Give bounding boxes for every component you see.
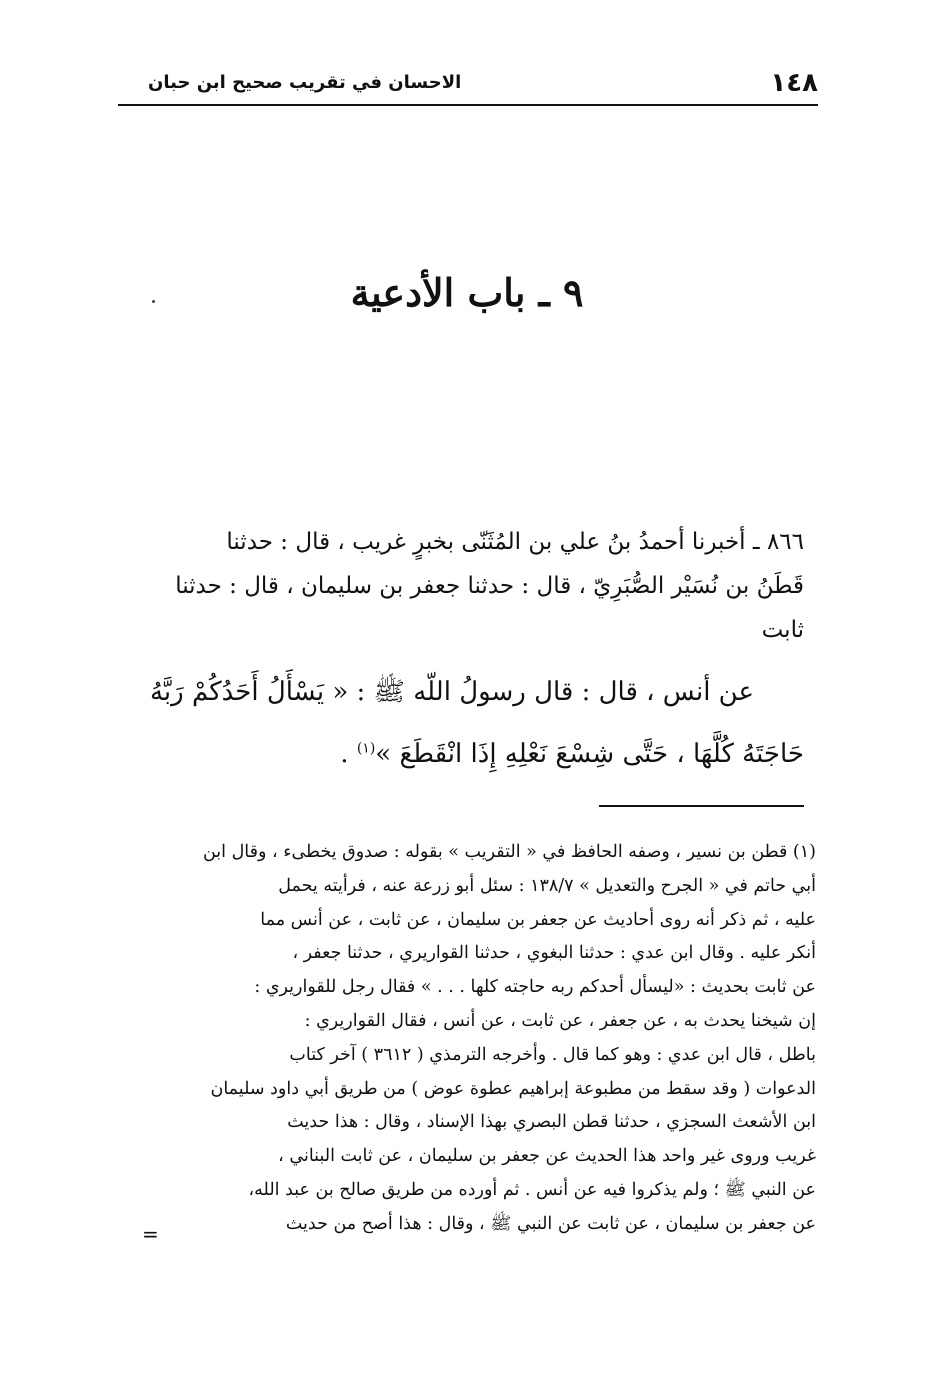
page-number: ١٤٨	[770, 68, 818, 98]
footnote-line: (١) قطن بن نسير ، وصفه الحافظ في « التقريب » بقوله : صدوق يخطىء ، وقال ابن	[202, 842, 816, 862]
isnad-line: ثابت	[761, 617, 804, 643]
footnotes	[126, 836, 816, 1242]
footnote-line: أبي حاتم في « الجرح والتعديل » ١٣٨/٧ : سئل أبو زرعة عنه ، فرأيته يحمل	[278, 875, 816, 896]
footnote-line: عن النبي ﷺ ؛ ولم يذكروا فيه عن أنس . ثم أورده من طريق صالح بن عبد الله،	[248, 1179, 816, 1200]
isnad-line: ٨٦٦ ـ أخبرنا أحمدُ بنُ علي بن المُثَنّى بخبرٍ غريب ، قال : حدثنا	[226, 529, 804, 555]
continuation-mark: =	[142, 1222, 159, 1246]
end-punctuation: .	[340, 738, 357, 769]
footnote-line: أنكر عليه . وقال ابن عدي : حدثنا البغوي ، حدثنا القواريري ، حدثنا جعفر ،	[292, 943, 816, 964]
footnote-reference[interactable]: (١)	[356, 740, 376, 756]
matn-line: عن أنس ، قال : قال رسولُ اللّه ﷺ : « يَسْأَلُ أَحَدُكُمْ رَبَّهُ	[149, 677, 754, 707]
hadith-matn	[124, 664, 804, 782]
footnote-line: باطل ، قال ابن عدي : وهو كما قال . وأخرجه الترمذي ( ٣٦١٢ ) آخر كتاب	[289, 1044, 816, 1065]
footnote-line: عليه ، ثم ذكر أنه روى أحاديث عن جعفر بن سليمان ، عن ثابت ، عن أنس مما	[260, 909, 816, 930]
footnote-line: عن ثابت بحديث : «ليسأل أحدكم ربه حاجته كلها . . . » فقال رجل للقواريري :	[254, 977, 816, 998]
matn-line	[340, 739, 804, 769]
running-header	[118, 62, 818, 106]
footnote-line: ابن الأشعث السجزي ، حدثنا قطن البصري بهذا الإسناد ، وقال : هذا حديث	[287, 1112, 816, 1133]
isnad-line: قَطَنُ بن نُسَيْر الصُّبَرِيّ ، قال : حدثنا جعفر بن سليمان ، قال : حدثنا	[175, 573, 804, 599]
hadith-text	[124, 520, 804, 782]
book-title: الاحسان في تقريب صحيح ابن حبان	[148, 72, 462, 93]
matn-line-text: حَاجَتَهُ كُلَّهَا ، حَتَّى شِسْعَ نَعْلِهِ إِذَا انْقَطَعَ »	[375, 738, 804, 769]
footnote-separator	[599, 805, 804, 807]
chapter-heading: ٩ ـ باب الأدعية	[350, 270, 584, 315]
footnote-line: عن جعفر بن سليمان ، عن ثابت عن النبي ﷺ ، وقال : هذا أصح من حديث	[285, 1213, 816, 1234]
header-rule	[118, 104, 818, 106]
footnote-line: إن شيخنا يحدث به ، عن جعفر ، عن ثابت ، عن أنس ، فقال القواريري :	[304, 1010, 816, 1031]
footnote-line: الدعوات ( وقد سقط من مطبوعة إبراهيم عطوة عوض ) من طريق أبي داود سليمان	[210, 1078, 816, 1099]
footnote-line: غريب وروى غير واحد هذا الحديث عن جعفر بن سليمان ، عن ثابت البناني ،	[278, 1146, 816, 1167]
